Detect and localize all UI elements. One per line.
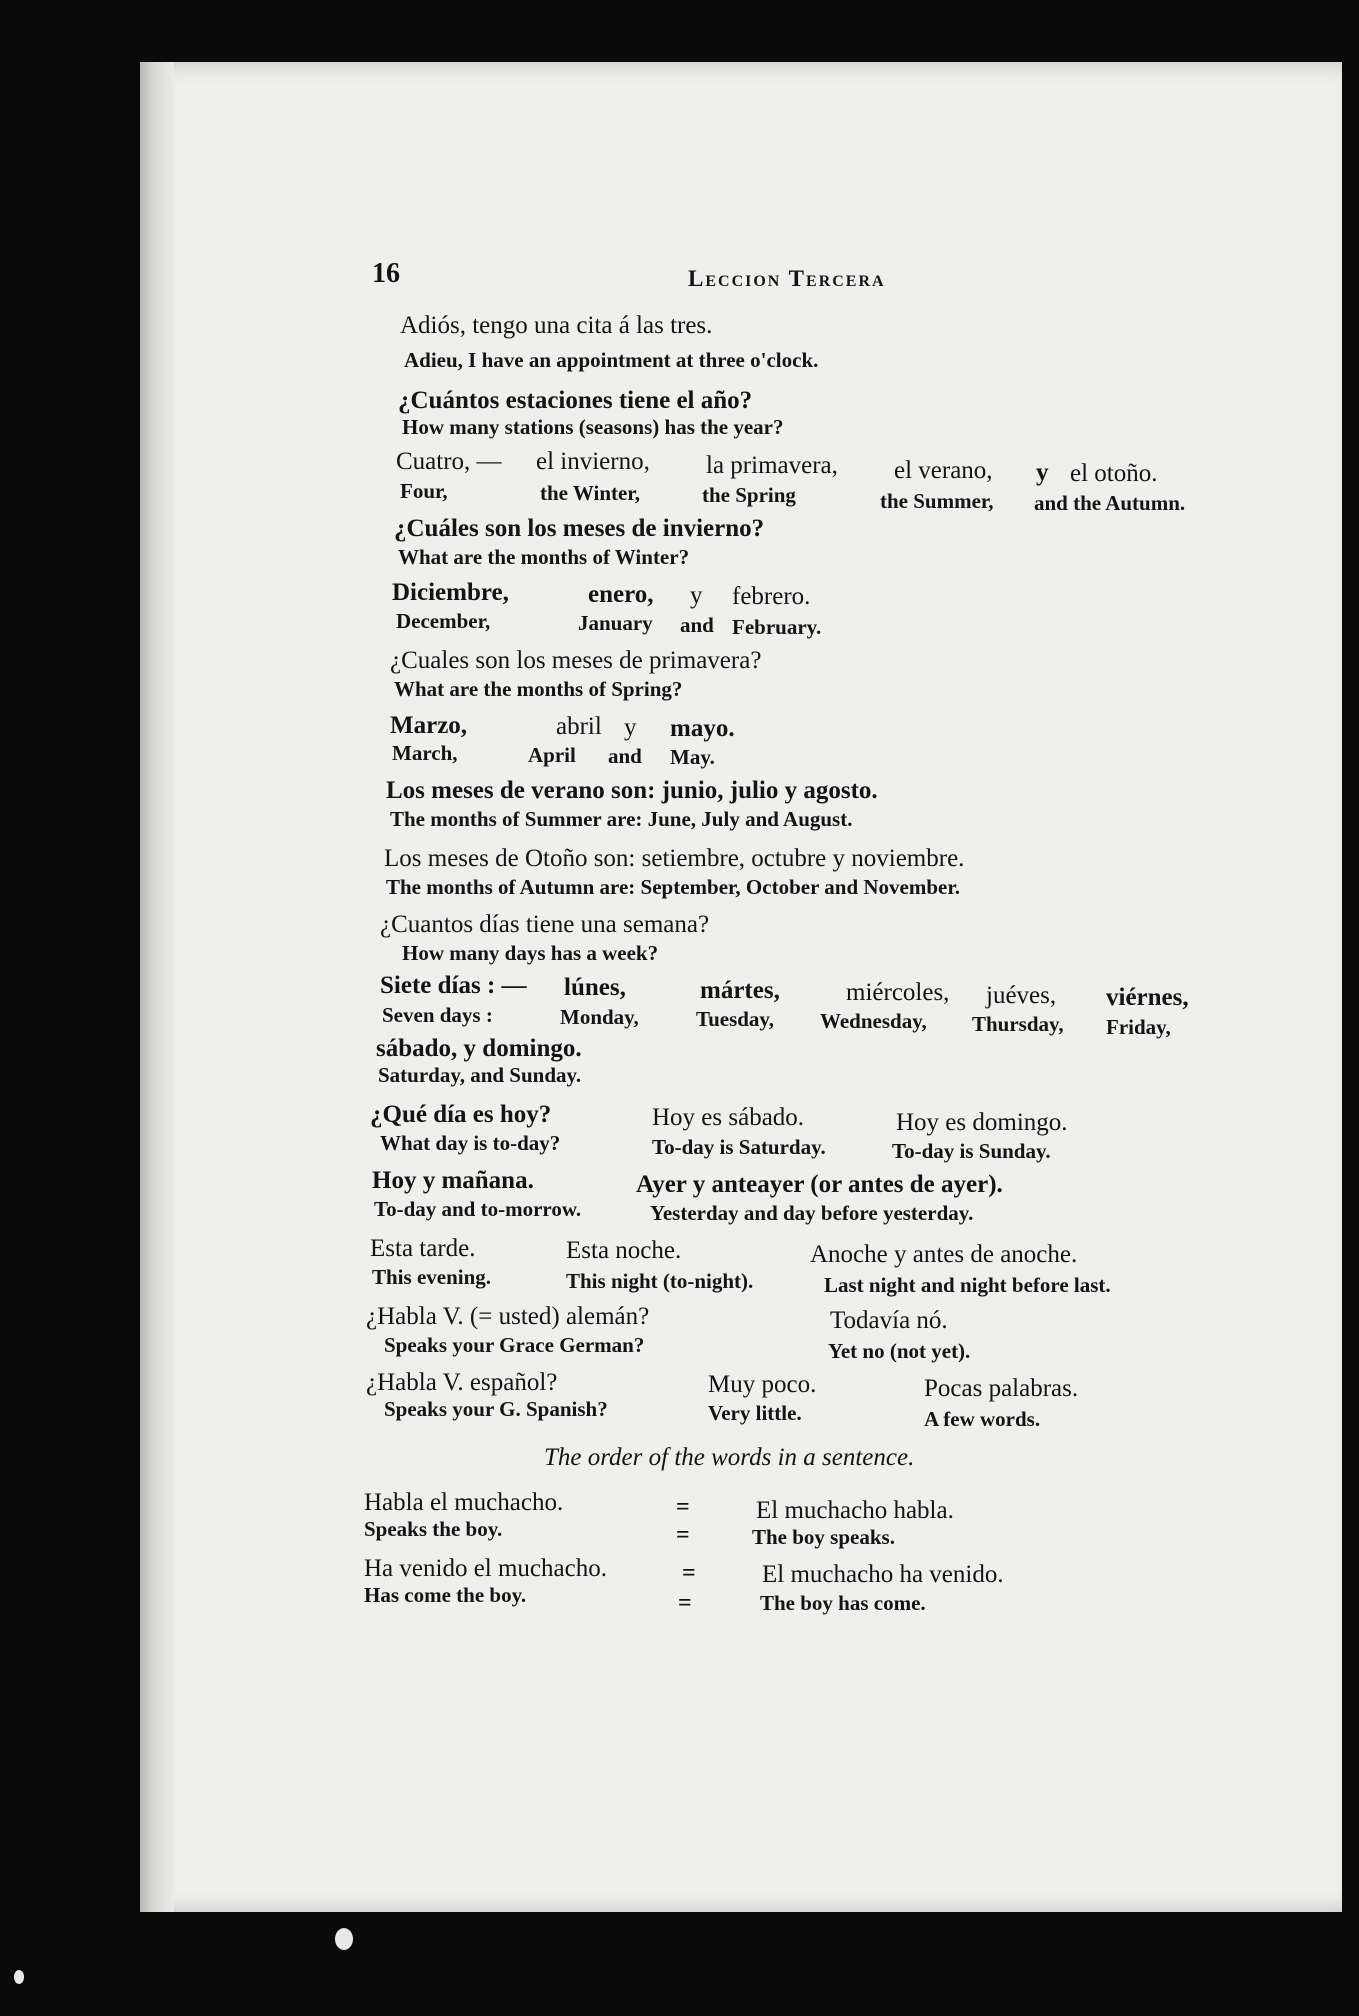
example-left-spanish: Ha venido el muchacho. [364,1555,607,1582]
evening-spanish: Esta noche. [566,1237,682,1264]
months-english: May. [670,745,715,769]
german-spanish: ¿Habla V. (= usted) alemán? [366,1303,650,1330]
scan-speck [335,1928,353,1950]
months-spanish: Diciembre, [392,579,509,606]
example-right-spanish: El muchacho ha venido. [762,1561,1004,1588]
months-spanish: mayo. [670,715,735,742]
section-title: The order of the words in a sentence. [544,1444,915,1471]
evening-english: This night (to-night). [566,1269,754,1293]
days-spanish: sábado, y domingo. [376,1035,582,1062]
phrase-english: How many stations (seasons) has the year? [402,415,784,439]
days-spanish: lúnes, [564,974,626,1001]
equals-sign: = [682,1560,696,1586]
today-spanish: Hoy es sábado. [652,1104,805,1131]
today-spanish: ¿Qué día es hoy? [370,1101,552,1128]
days-english: Seven days : [382,1003,493,1027]
months-english: and [608,744,642,768]
question-spanish: ¿Cuantos días tiene una semana? [380,911,710,938]
phrase-spanish: ¿Cuántos estaciones tiene el año? [398,387,753,414]
seasons-spanish: el verano, [894,457,993,484]
summer-english: The months of Summer are: June, July and August. [390,807,853,831]
example-left-english: Speaks the boy. [364,1517,503,1541]
days-english: Wednesday, [820,1009,927,1033]
example-right-english: The boy has come. [760,1591,926,1615]
today-english: To-day is Sunday. [892,1139,1051,1163]
spanish-spanish: Muy poco. [708,1371,817,1398]
seasons-spanish: la primavera, [706,452,838,479]
evening-spanish: Anoche y antes de anoche. [810,1241,1078,1268]
spanish-spanish: ¿Habla V. español? [366,1369,558,1396]
days-spanish: juéves, [986,982,1057,1009]
equals-sign: = [676,1522,690,1548]
autumn-spanish: Los meses de Otoño son: setiembre, octubre y noviembre. [384,845,965,872]
tomorrow-spanish: Hoy y mañana. [372,1167,534,1194]
spanish-english: A few words. [924,1407,1041,1431]
german-spanish: Todavía nó. [830,1307,948,1334]
months-spanish: y [690,582,703,609]
example-left-spanish: Habla el muchacho. [364,1489,564,1516]
question-spanish: ¿Cuáles son los meses de invierno? [394,515,765,542]
seasons-english: Four, [400,479,448,503]
seasons-english: the Summer, [880,489,994,513]
example-left-english: Has come the boy. [364,1583,527,1607]
days-spanish: mártes, [700,977,780,1004]
months-english: January [578,611,653,635]
seasons-english: the Winter, [540,481,640,505]
evening-spanish: Esta tarde. [370,1235,476,1262]
question-spanish: ¿Cuales son los meses de primavera? [390,647,762,674]
months-english: April [528,743,576,767]
german-english: Yet no (not yet). [828,1339,971,1363]
spanish-english: Very little. [708,1401,802,1425]
autumn-english: The months of Autumn are: September, October and November. [386,875,961,899]
months-spanish: Marzo, [390,712,468,739]
months-english: March, [392,741,458,765]
scan-speck [14,1970,24,1984]
seasons-spanish: Cuatro, — [396,448,502,475]
days-english: Saturday, and Sunday. [378,1063,582,1087]
days-english: Monday, [560,1005,639,1029]
equals-sign: = [678,1590,692,1616]
tomorrow-spanish: Ayer y anteayer (or antes de ayer). [636,1171,1003,1198]
months-spanish: enero, [588,581,654,608]
evening-english: This evening. [372,1265,492,1289]
question-english: What are the months of Spring? [394,677,683,701]
german-english: Speaks your Grace German? [384,1333,645,1357]
seasons-spanish: y [1036,459,1049,486]
days-spanish: miércoles, [846,979,950,1006]
months-spanish: y [624,714,637,741]
question-english: What are the months of Winter? [398,545,690,569]
page-gutter [140,62,174,1912]
summer-spanish: Los meses de verano son: junio, julio y agosto. [386,777,878,804]
phrase-english: Adieu, I have an appointment at three o'clock. [404,348,819,372]
seasons-spanish: el otoño. [1070,460,1158,487]
days-english: Tuesday, [696,1007,775,1031]
months-spanish: febrero. [732,583,811,610]
equals-sign: = [676,1494,690,1520]
spanish-spanish: Pocas palabras. [924,1375,1079,1402]
days-english: Friday, [1106,1015,1171,1039]
seasons-english: and the Autumn. [1034,491,1186,515]
tomorrow-english: To-day and to-morrow. [374,1197,582,1221]
today-spanish: Hoy es domingo. [896,1109,1068,1136]
months-spanish: abril [556,713,602,740]
question-english: How many days has a week? [402,941,659,965]
page-number: 16 [372,258,400,289]
days-english: Thursday, [972,1012,1064,1036]
phrase-spanish: Adiós, tengo una cita á las tres. [400,312,713,339]
days-spanish: Siete días : — [380,972,527,999]
days-spanish: viérnes, [1106,984,1189,1011]
evening-english: Last night and night before last. [824,1273,1111,1297]
months-english: December, [396,609,491,633]
example-right-english: The boy speaks. [752,1525,895,1549]
today-english: What day is to-day? [380,1131,561,1155]
spanish-english: Speaks your G. Spanish? [384,1397,608,1421]
example-right-spanish: El muchacho habla. [756,1497,954,1524]
seasons-spanish: el invierno, [536,448,650,475]
seasons-english: the Spring [702,483,796,507]
today-english: To-day is Saturday. [652,1135,826,1159]
months-english: and [680,613,714,637]
page-header: Leccion Tercera [688,266,886,291]
tomorrow-english: Yesterday and day before yesterday. [650,1201,974,1225]
months-english: February. [732,615,822,639]
